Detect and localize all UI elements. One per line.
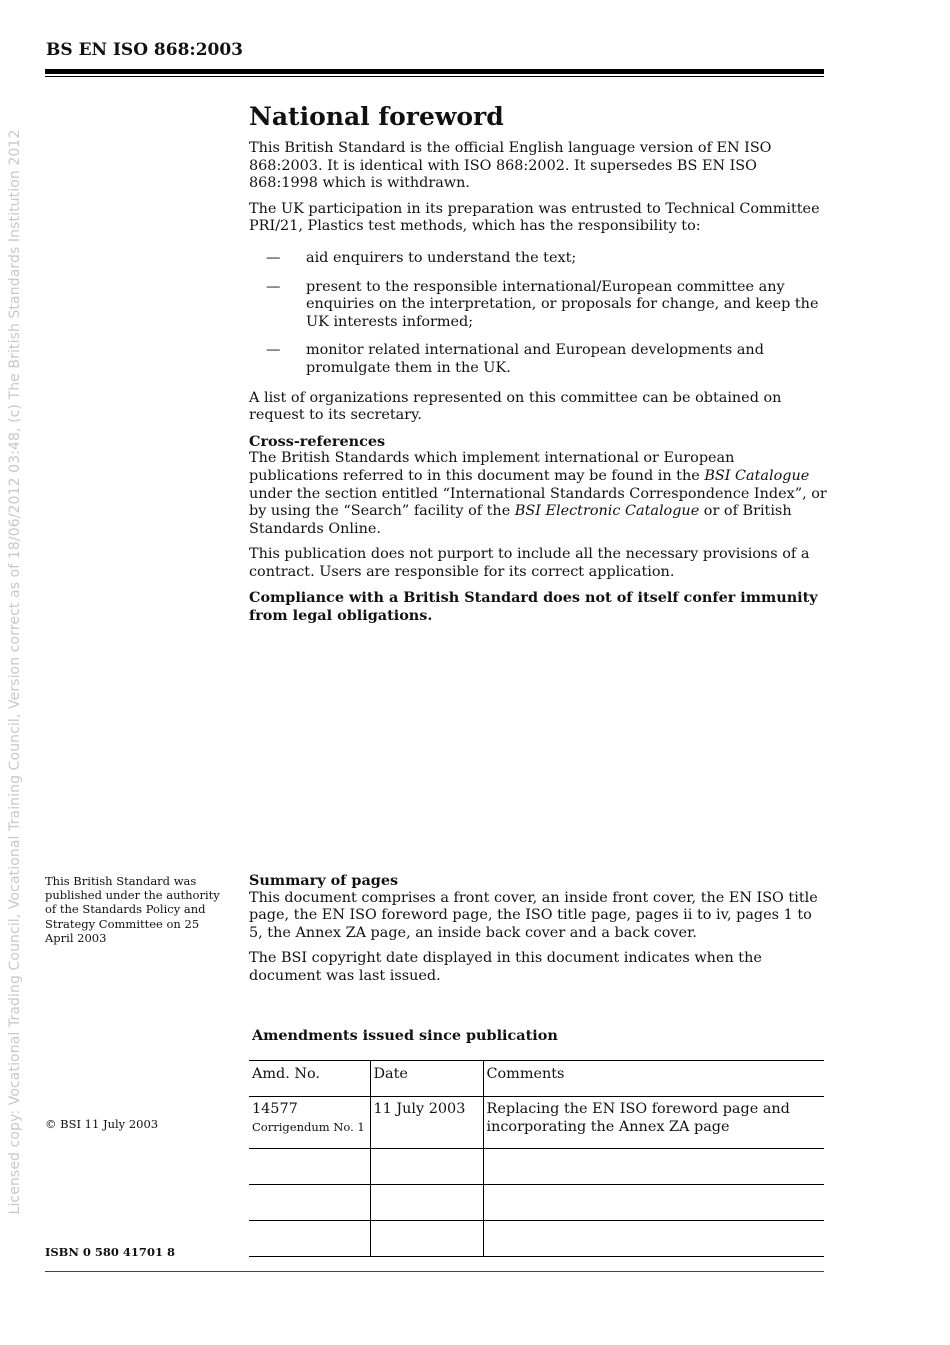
date-cell: 11 July 2003 <box>370 1097 483 1149</box>
list-item-text: monitor related international and European developments and promulgate them in the UK. <box>306 342 764 376</box>
empty-cell <box>249 1185 370 1221</box>
table-row <box>249 1185 824 1221</box>
list-item-text: aid enquirers to understand the text; <box>306 249 577 266</box>
dash-bullet: — <box>266 342 281 359</box>
empty-cell <box>370 1185 483 1221</box>
publication-authority-note: This British Standard was published under the authority of the Standards Policy and Strategy Committee on 25 April 2003 <box>45 874 220 945</box>
column-header-comments: Comments <box>483 1061 824 1097</box>
empty-cell <box>249 1149 370 1185</box>
empty-cell <box>483 1221 824 1257</box>
page-title: National foreword <box>249 102 504 131</box>
dash-bullet: — <box>266 278 281 295</box>
licensed-copy-watermark <box>0 0 30 1345</box>
empty-cell <box>249 1221 370 1257</box>
document-id-header: BS EN ISO 868:2003 <box>46 40 244 60</box>
amd-number: 14577 <box>252 1101 298 1117</box>
empty-cell <box>483 1185 824 1221</box>
table-row <box>249 1149 824 1185</box>
column-header-date: Date <box>370 1061 483 1097</box>
summary-of-pages-section <box>249 872 827 994</box>
empty-cell <box>483 1149 824 1185</box>
amendments-table <box>249 1060 824 1257</box>
bsi-catalogue-title: BSI Catalogue <box>704 467 810 484</box>
national-foreword-section <box>249 102 827 633</box>
list-item <box>249 342 827 377</box>
list-item-text: present to the responsible international/European committee any enquiries on the interpretation, or proposals for change, and keep the UK interests informed; <box>306 278 819 330</box>
table-row <box>249 1221 824 1257</box>
dash-bullet: — <box>266 249 281 266</box>
comments-cell: Replacing the EN ISO foreword page and incorporating the Annex ZA page <box>483 1097 824 1149</box>
watermark-text: Licensed copy: Vocational Trading Council, Vocational Training Council, Version correct as of 18/06/2012 03:48, (c) The British Standards Institution 2012 <box>7 129 23 1215</box>
cross-references-heading: Cross-references <box>249 432 386 450</box>
summary-paragraph-1: This document comprises a front cover, an inside front cover, the EN ISO title page, the EN ISO foreword page, the ISO title page, pages ii to iv, pages 1 to 5, the Annex ZA page, an inside back cover and a back cover. <box>249 889 818 941</box>
foreword-paragraph-3: A list of organizations represented on this committee can be obtained on request to its secretary. <box>249 389 782 424</box>
column-header-amd-no: Amd. No. <box>249 1061 370 1097</box>
isbn: ISBN 0 580 41701 8 <box>45 1245 175 1259</box>
empty-cell <box>370 1221 483 1257</box>
cross-ref-text-2: under the section entitled “International Standards Correspondence Index”, or by using the “Search” facility of the <box>249 485 827 520</box>
list-item <box>249 279 827 332</box>
amendments-title: Amendments issued since publication <box>252 1027 558 1044</box>
cross-ref-text-1: The British Standards which implement international or European publications referred to in this document may be found in the <box>249 450 735 484</box>
foreword-paragraph-2: The UK participation in its preparation was entrusted to Technical Committee PRI/21, Plastics test methods, which has the responsibility to: <box>249 200 820 235</box>
bsi-electronic-catalogue-title: BSI Electronic Catalogue <box>514 503 700 520</box>
header-rule-thin <box>45 76 824 77</box>
cross-references-paragraph <box>249 450 827 538</box>
table-header-row <box>249 1061 824 1097</box>
summary-paragraph-2: The BSI copyright date displayed in this document indicates when the document was last issued. <box>249 950 762 984</box>
footer-rule <box>45 1271 824 1272</box>
table-row <box>249 1097 824 1149</box>
summary-heading: Summary of pages <box>249 872 399 889</box>
foreword-paragraph-1: This British Standard is the official English language version of EN ISO 868:2003. It is identical with ISO 868:2002. It supersedes BS EN ISO 868:1998 which is withdrawn. <box>249 140 772 192</box>
compliance-statement: Compliance with a British Standard does not of itself confer immunity from legal obligations. <box>249 589 818 625</box>
amd-no-cell <box>249 1097 370 1149</box>
cross-ref-text-3: or of British Standards Online. <box>249 503 792 537</box>
foreword-paragraph-5: This publication does not purport to include all the necessary provisions of a contract. Users are responsible for its correct application. <box>249 546 810 580</box>
amd-note: Corrigendum No. 1 <box>252 1119 365 1134</box>
copyright-notice: © BSI 11 July 2003 <box>45 1117 159 1131</box>
header-rule-thick <box>45 69 824 74</box>
list-item <box>249 250 827 268</box>
responsibilities-list <box>249 250 827 378</box>
empty-cell <box>370 1149 483 1185</box>
